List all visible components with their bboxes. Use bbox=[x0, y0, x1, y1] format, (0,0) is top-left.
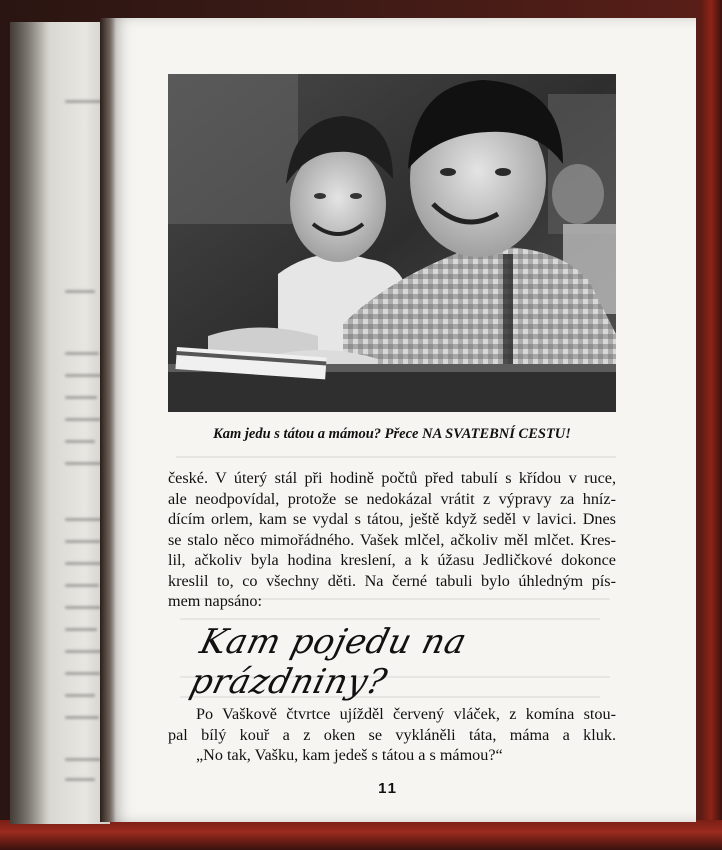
text-line: pal bílý kouř a z oken se vykláněli táta, máma a kluk. bbox=[168, 725, 616, 744]
ghost-text-line bbox=[65, 518, 103, 521]
text-line: Po Vaškově čtvrtce ujížděl červený vláček, z komína stou- bbox=[196, 705, 616, 723]
ghost-text-line bbox=[65, 418, 101, 421]
ghost-text-line bbox=[65, 606, 101, 609]
ghost-text-line bbox=[65, 650, 103, 653]
ghost-text-line bbox=[65, 540, 101, 543]
show-through-line bbox=[176, 456, 616, 458]
ghost-text-line bbox=[65, 628, 97, 631]
paragraph-1 bbox=[168, 468, 616, 612]
page-number: 11 bbox=[378, 780, 398, 797]
ghost-text-line bbox=[65, 584, 99, 587]
show-through-line bbox=[180, 618, 600, 620]
ghost-text-line bbox=[65, 672, 101, 675]
book-gutter bbox=[100, 18, 116, 822]
ghost-text-line bbox=[65, 462, 103, 465]
photo-icon bbox=[168, 74, 616, 412]
photo-caption: Kam jedu s tátou a mámou? Přece NA SVATEBNÍ CESTU! bbox=[213, 426, 571, 442]
text-line: mem napsáno: bbox=[168, 592, 262, 610]
ghost-text-line bbox=[65, 352, 99, 355]
photograph-children-in-class bbox=[168, 74, 616, 412]
text-line: se stalo něco mimořádného. Vašek mlčel, ačkoliv měl mlčet. Kres- bbox=[168, 530, 616, 549]
ghost-text-line bbox=[65, 716, 99, 719]
text-line: ale neodpovídal, protože se nedokázal vrátit z výpravy za hníz- bbox=[168, 489, 616, 508]
ghost-text-line bbox=[65, 396, 97, 399]
left-page-shadow bbox=[10, 22, 50, 824]
ghost-text-line bbox=[65, 694, 95, 697]
ghost-text-line bbox=[65, 440, 95, 443]
paragraph-2 bbox=[168, 704, 616, 766]
handwriting-text: Kam pojedu na prázdniny? bbox=[186, 622, 471, 702]
ghost-text-line bbox=[65, 758, 101, 761]
ghost-text-line bbox=[65, 778, 95, 781]
cover-edge-right bbox=[700, 0, 722, 850]
cover-edge-bottom bbox=[0, 820, 722, 850]
text-line: české. V úterý stál při hodině počtů před tabulí s křídou v ruce, bbox=[168, 469, 616, 487]
ghost-text-line bbox=[65, 374, 103, 377]
blackboard-handwriting bbox=[186, 622, 596, 702]
text-line: dícím orlem, kam se vydal s tátou, ještě když seděl v lavici. Dnes bbox=[168, 510, 616, 528]
ghost-text-line bbox=[65, 562, 103, 565]
text-line: kreslil to, co všechny děti. Na černé tabuli bylo úhledným pís- bbox=[168, 571, 616, 590]
left-page bbox=[10, 22, 110, 824]
text-line: „No tak, Vašku, kam jedeš s tátou a s mámou?“ bbox=[196, 746, 503, 764]
ghost-text-line bbox=[65, 100, 105, 103]
ghost-text-line bbox=[65, 290, 95, 293]
text-line: lil, ačkoliv byla hodina kreslení, a k úžasu Jedličkové dokonce bbox=[168, 551, 616, 569]
